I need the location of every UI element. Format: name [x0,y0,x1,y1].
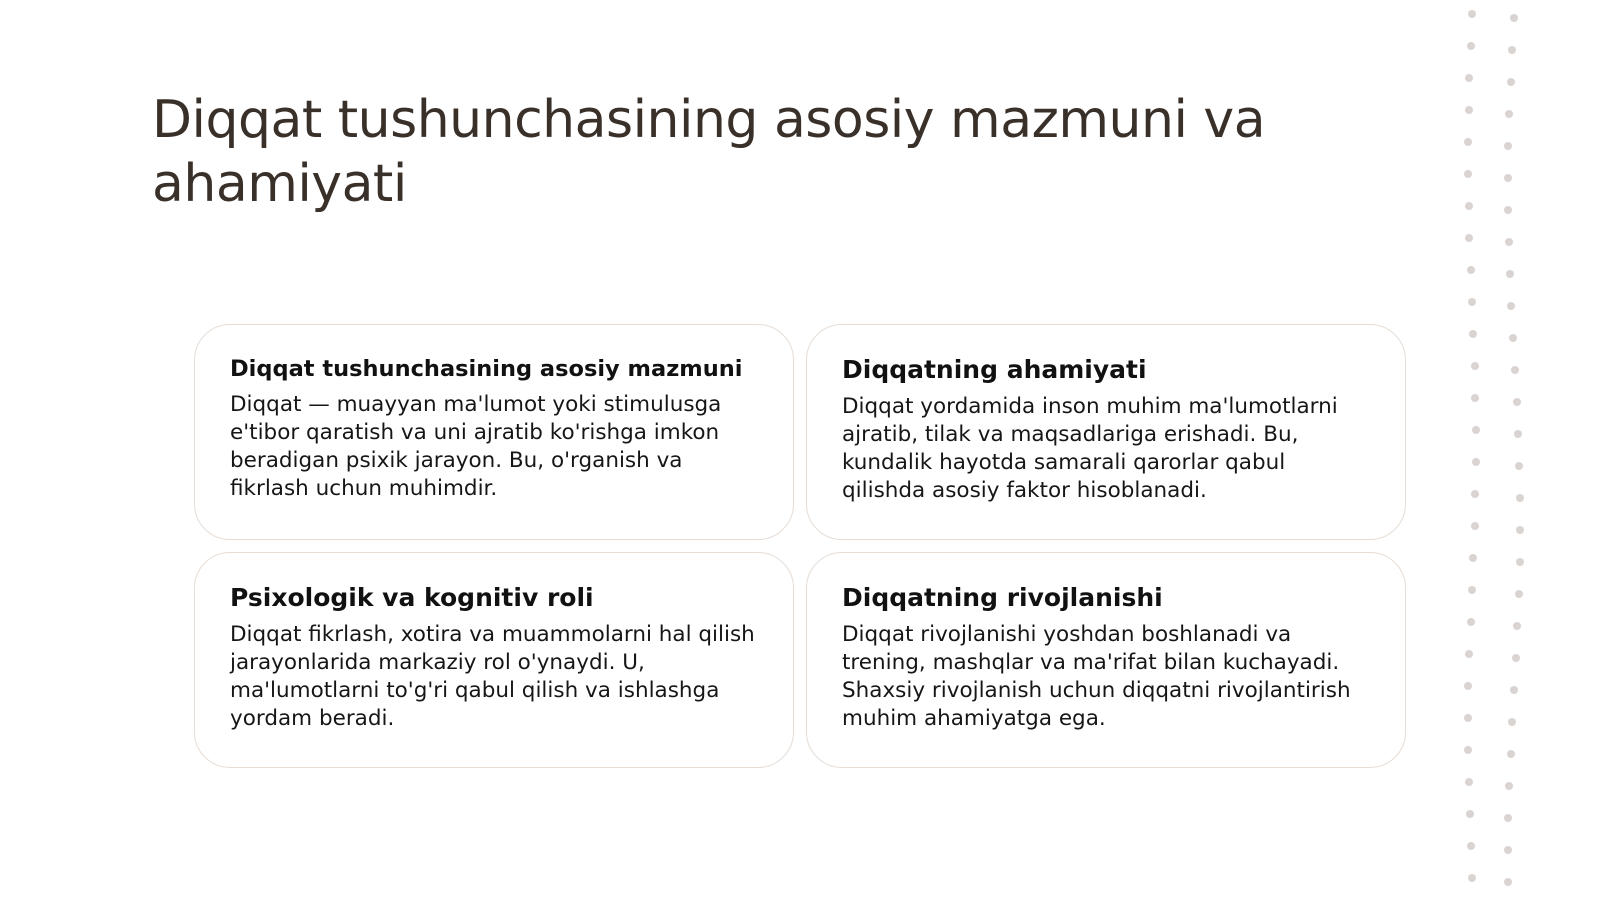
decorative-dot [1515,462,1523,470]
decorative-dot [1469,330,1477,338]
decorative-dot [1465,650,1473,658]
decorative-dot [1471,522,1479,530]
decorative-dot [1507,750,1515,758]
decorative-dot [1504,206,1512,214]
card-heading: Diqqat tushunchasining asosiy mazmuni [230,356,743,382]
card-heading: Diqqatning ahamiyati [842,355,1147,384]
decorative-dot [1465,106,1473,114]
decorative-dot [1513,398,1521,406]
decorative-dot [1468,298,1476,306]
decorative-dots-pattern [1420,0,1600,899]
card-heading: Psixologik va kognitiv roli [230,583,594,612]
decorative-dot [1515,590,1523,598]
decorative-dot [1505,110,1513,118]
decorative-dot [1504,814,1512,822]
decorative-dot [1512,654,1520,662]
decorative-dot [1465,74,1473,82]
decorative-dot [1510,686,1518,694]
card-development [806,552,1406,768]
decorative-dot [1505,238,1513,246]
decorative-dot [1471,362,1479,370]
decorative-dot [1508,46,1516,54]
decorative-dot [1504,878,1512,886]
decorative-dot [1510,14,1518,22]
decorative-dot [1465,778,1473,786]
card-importance [806,324,1406,540]
decorative-dot [1467,618,1475,626]
decorative-dot [1465,202,1473,210]
card-heading: Diqqatning rivojlanishi [842,583,1163,612]
card-body: Diqqat rivojlanishi yoshdan boshlanadi va trening, mashqlar va ma'rifat bilan kuchayadi. Shaxsiy rivojlanish uchun diqqatni rivojlantirish muhim ahamiyatga ega. [842,622,1351,731]
decorative-dot [1472,426,1480,434]
card-body: Diqqat — muayyan ma'lumot yoki stimulusga e'tibor qaratish va uni ajratib ko'rishga imkon beradigan psixik jarayon. Bu, o'rganish va fikrlash uchun muhimdir. [230,392,722,501]
decorative-dot [1468,10,1476,18]
decorative-dot [1506,270,1514,278]
decorative-dot [1516,558,1524,566]
decorative-dot [1469,554,1477,562]
decorative-dot [1509,334,1517,342]
decorative-dot [1504,142,1512,150]
decorative-dot [1471,490,1479,498]
decorative-dot [1468,586,1476,594]
decorative-dot [1505,782,1513,790]
decorative-dot [1513,622,1521,630]
decorative-dot [1516,494,1524,502]
decorative-dot [1464,682,1472,690]
decorative-dot [1511,366,1519,374]
decorative-dot [1464,714,1472,722]
slide-title: Diqqat tushunchasining asosiy mazmuni va ahamiyati [152,90,1266,214]
decorative-dot [1504,174,1512,182]
decorative-dot [1464,170,1472,178]
card-body: Diqqat yordamida inson muhim ma'lumotlarni ajratib, tilak va maqsadlariga erishadi. Bu, kundalik hayotda samarali qarorlar qabul qilishda asosiy faktor hisoblanadi. [842,394,1338,503]
decorative-dot [1514,430,1522,438]
decorative-dot [1467,42,1475,50]
decorative-dot [1467,266,1475,274]
decorative-dot [1507,78,1515,86]
decorative-dot [1468,874,1476,882]
decorative-dot [1471,394,1479,402]
decorative-dot [1508,718,1516,726]
card-psychological-role [194,552,794,768]
decorative-dot [1466,810,1474,818]
decorative-dot [1465,234,1473,242]
card-main-content [194,324,794,540]
decorative-dot [1464,746,1472,754]
decorative-dot [1467,842,1475,850]
decorative-dot [1504,846,1512,854]
card-body: Diqqat fikrlash, xotira va muammolarni hal qilish jarayonlarida markaziy rol o'ynaydi. U, ma'lumotlarni to'g'ri qabul qilish va ishlashga yordam beradi. [230,622,755,731]
decorative-dot [1507,302,1515,310]
decorative-dot [1516,526,1524,534]
decorative-dot [1464,138,1472,146]
decorative-dot [1472,458,1480,466]
